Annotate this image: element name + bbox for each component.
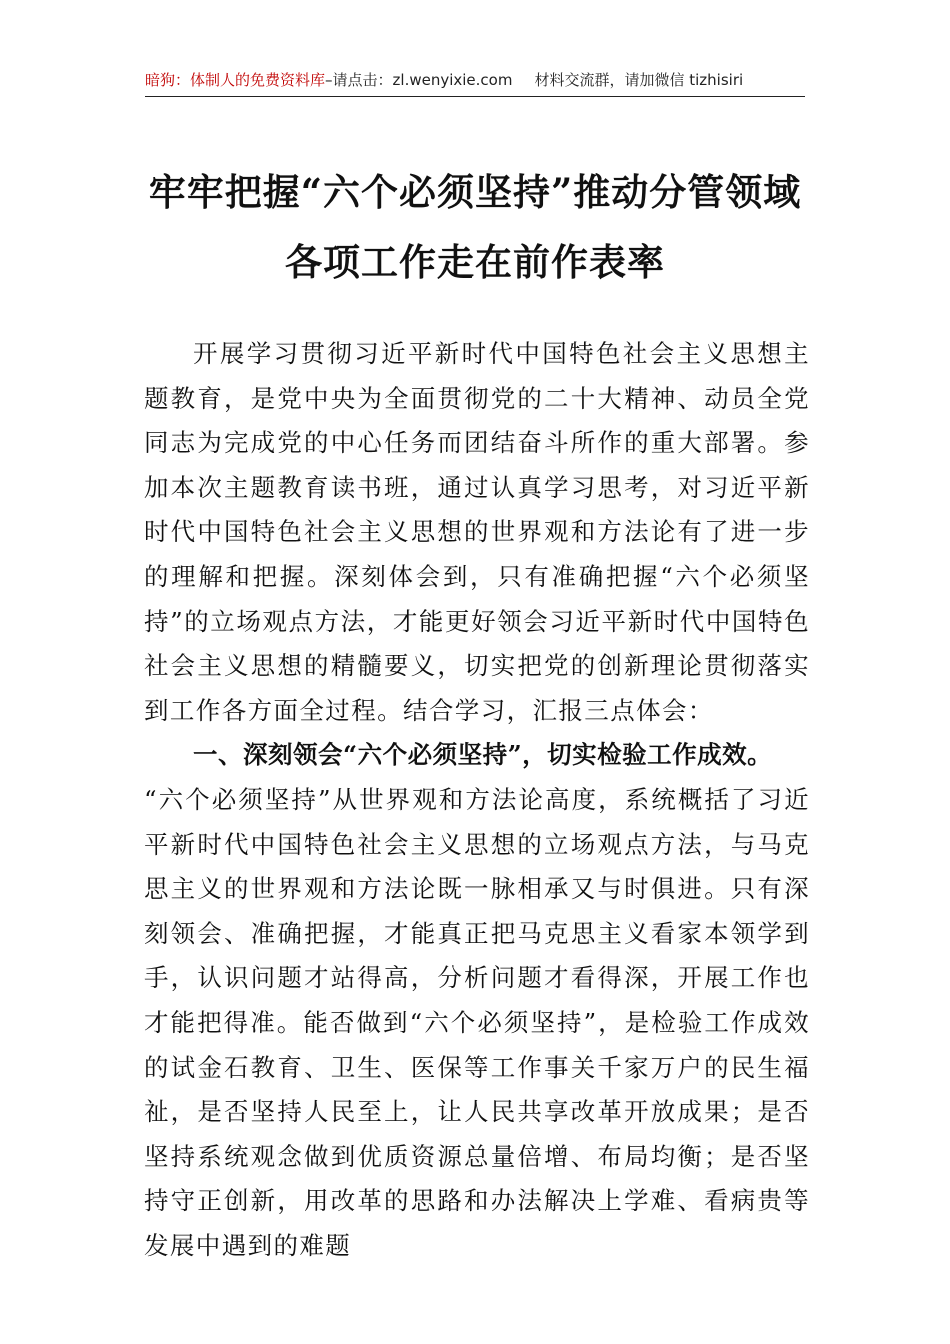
document-title-line-1: 牢牢把握“六个必须坚持”推动分管领域 [148, 170, 802, 214]
intro-paragraph: 开展学习贯彻习近平新时代中国特色社会主义思想主题教育，是党中央为全面贯彻党的二十大精神、动员全党同志为完成党的中心任务而团结奋斗所作的重大部署。参加本次主题教育读书班，通过认真学习思考，对习近平新时代中国特色社会主义思想的世界观和方法论有了进一步的理解和把握。深刻体会到，只有准确把握“六个必须坚持”的立场观点方法，才能更好领会习近平新时代中国特色社会主义思想的精髓要义，切实把党的创新理论贯彻落实到工作各方面全过程。结合学习，汇报三点体会： [144, 339, 810, 725]
section-1-paragraph: “六个必须坚持”从世界观和方法论高度，系统概括了习近平新时代中国特色社会主义思想的立场观点方法，与马克思主义的世界观和方法论既一脉相承又与时俱进。只有深刻领会、准确把握，才能真正把马克思主义看家本领学到手，认识问题才站得高，分析问题才看得深，开展工作也才能把得准。能否做到“六个必须坚持”，是检验工作成效的试金石教育、卫生、医保等工作事关千家万户的民生福祉，是否坚持人民至上，让人民共享改革开放成果；是否坚持系统观念做到优质资源总量倍增、布局均衡；是否坚持守正创新，用改革的思路和办法解决上学难、看病贵等发展中遇到的难题 [144, 784, 810, 1260]
header-wechat-note: 材料交流群，请加微信 tizhisiri [534, 71, 744, 89]
header-site-name: 暗狗：体制人的免费资料库 [145, 71, 326, 89]
document-title-line-2: 各项工作走在前作表率 [285, 240, 665, 284]
header-click-prefix: –请点击： [325, 71, 393, 89]
header-url-link[interactable]: zl.wenyixie.com [392, 71, 513, 89]
document-body [144, 332, 810, 1268]
page-header [145, 66, 805, 97]
section-1-heading: 一、深刻领会“六个必须坚持”，切实检验工作成效。 [193, 740, 773, 770]
